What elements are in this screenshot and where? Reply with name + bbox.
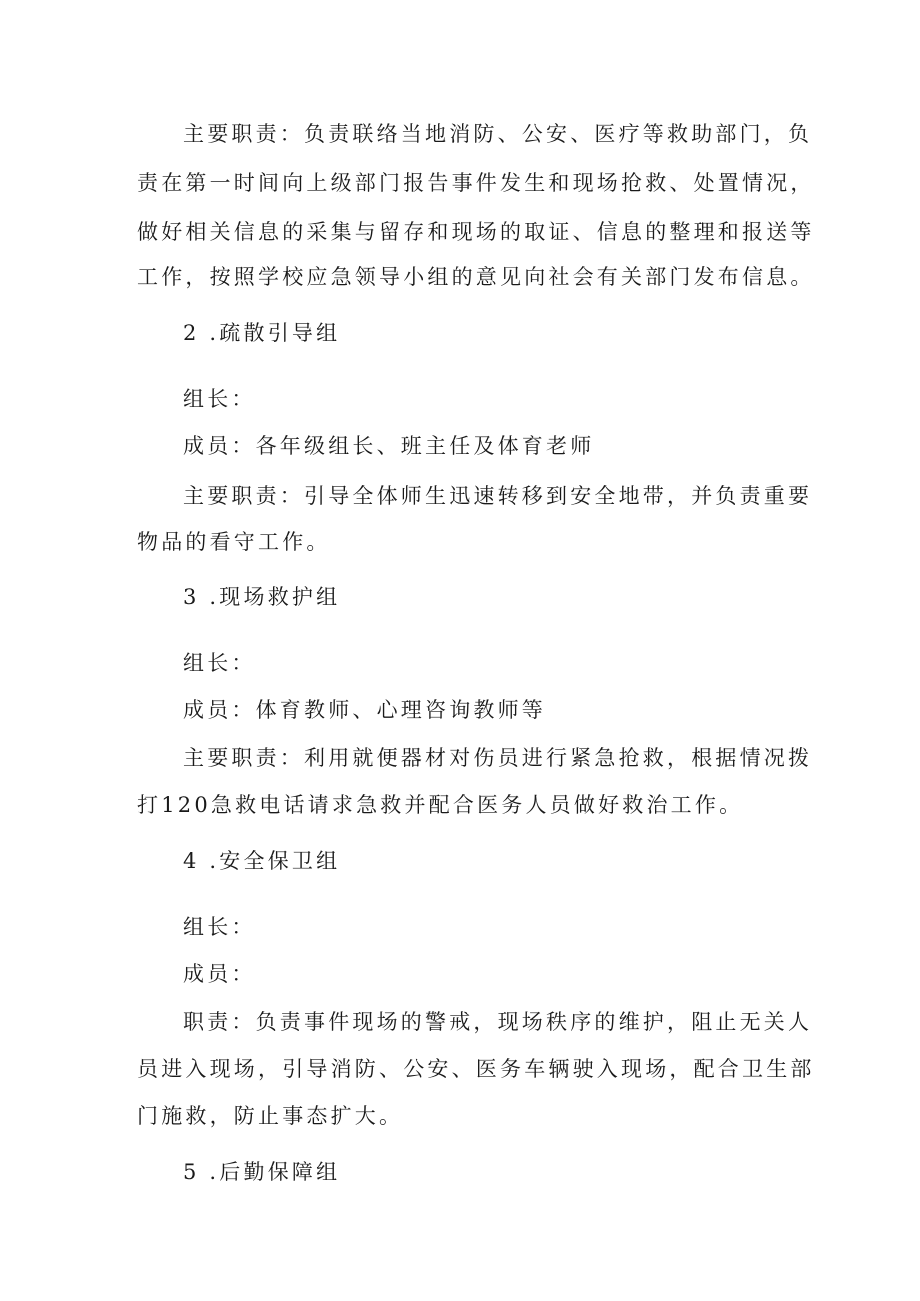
section1-duty-line-1: 主要职责：负责联络当地消防、公安、医疗等救助部门，负	[183, 122, 813, 146]
section4-heading: 4 .安全保卫组	[183, 849, 341, 873]
section2-members: 成员：各年级组长、班主任及体育老师	[183, 434, 595, 458]
section3-members: 成员：体育教师、心理咨询教师等	[183, 698, 546, 722]
section4-members: 成员：	[183, 962, 256, 986]
section4-duty-line-1: 职责：负责事件现场的警戒，现场秩序的维护，阻止无关人	[183, 1010, 813, 1034]
section3-leader: 组长：	[183, 651, 256, 675]
section1-duty-line-3: 做好相关信息的采集与留存和现场的取证、信息的整理和报送等	[137, 220, 815, 244]
section2-duty-line-2: 物品的看守工作。	[137, 530, 331, 554]
section4-leader: 组长：	[183, 915, 256, 939]
section4-duty-line-2: 员进入现场，引导消防、公安、医务车辆驶入现场，配合卫生部	[137, 1057, 815, 1081]
section3-duty-line-2: 打120急救电话请求急救并配合医务人员做好救治工作。	[137, 793, 744, 817]
section4-duty-line-3: 门施救，防止事态扩大。	[137, 1104, 404, 1128]
section1-duty-line-2: 责在第一时间向上级部门报告事件发生和现场抢救、处置情况，	[137, 171, 815, 195]
section2-duty-line-1: 主要职责：引导全体师生迅速转移到安全地带，并负责重要	[183, 484, 813, 508]
section2-heading: 2 .疏散引导组	[183, 321, 341, 345]
section1-duty-line-4: 工作，按照学校应急领导小组的意见向社会有关部门发布信息。	[137, 265, 815, 289]
section3-heading: 3 .现场救护组	[183, 585, 341, 609]
section3-duty-line-1: 主要职责：利用就便器材对伤员进行紧急抢救，根据情况拨	[183, 746, 813, 770]
section5-heading: 5 .后勤保障组	[183, 1160, 341, 1184]
section2-leader: 组长：	[183, 387, 256, 411]
